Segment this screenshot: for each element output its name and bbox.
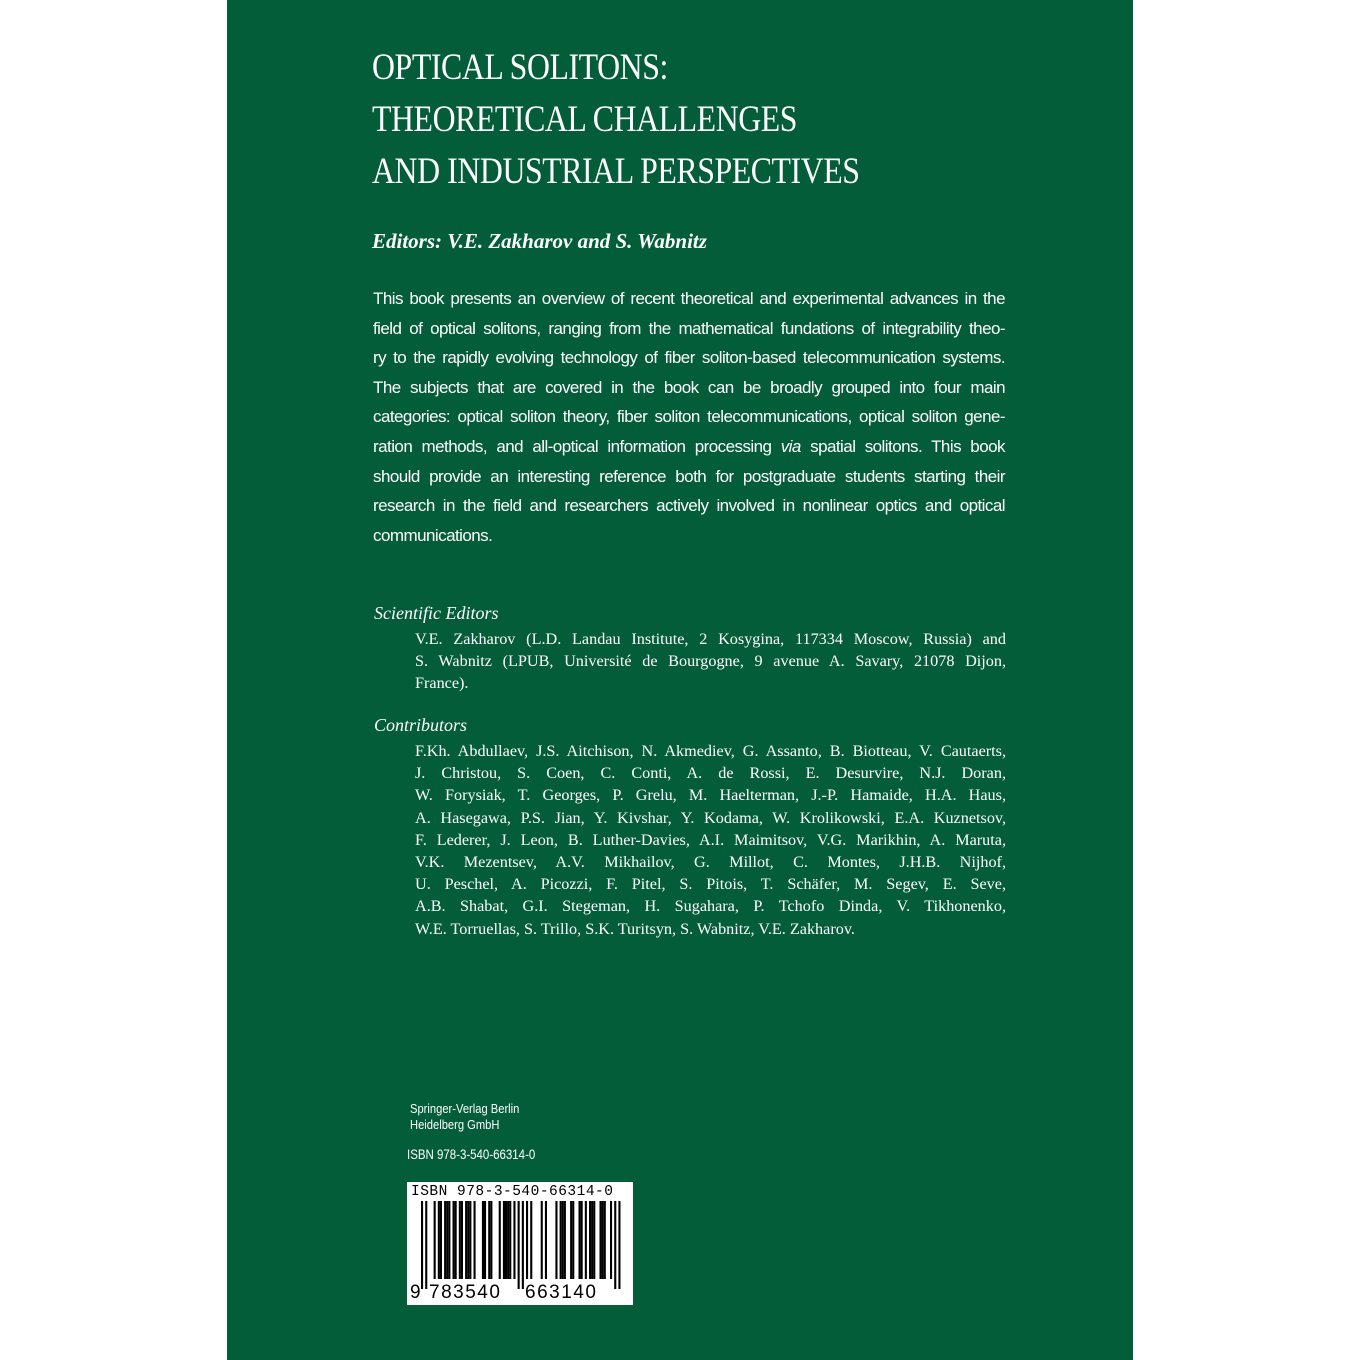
barcode-bar [530,1201,532,1279]
description-text: ration methods, and all-optical information processing [373,436,772,456]
barcode-bar [507,1201,509,1279]
contributors-line: J. Christou, S. Coen, C. Conti, A. de Rossi, E. Desurvire, N.J. Doran, [415,764,1006,783]
barcode-bar [455,1201,457,1279]
barcode-bar [509,1201,511,1279]
barcode-bar [421,1201,423,1289]
barcode-bar [581,1201,583,1279]
description-line: This book presents an overview of recent theoretical and experimental advances in the [373,289,1005,308]
barcode-bar [545,1201,547,1279]
publisher-line-2: Heidelberg GmbH [410,1117,500,1132]
barcode-bar [602,1201,604,1279]
barcode-bar [446,1201,448,1279]
book-description [373,284,1005,550]
description-line: research in the field and researchers actively involved in nonlinear optics and optical [373,496,1005,516]
barcode-bar [593,1201,595,1279]
barcode-isbn-text: ISBN 978-3-540-66314-0 [411,1184,614,1200]
barcode-label [407,1182,633,1305]
barcode-bar [610,1201,612,1279]
scientific-editors-line: S. Wabnitz (LPUB, Université de Bourgogne, 9 avenue A. Savary, 21078 Dijon, [415,652,1006,671]
barcode-bar [526,1201,528,1279]
description-line: The subjects that are covered in the book can be broadly grouped into four main [373,377,1005,397]
barcode-bar [467,1201,469,1279]
barcode-bar [425,1201,427,1289]
description-text: spatial solitons. This book [810,436,1005,456]
publisher-imprint [410,1101,519,1133]
barcode-bar [591,1201,593,1279]
barcode-bar [614,1201,616,1289]
barcode-bar [459,1201,461,1279]
barcode-bar [570,1201,572,1279]
isbn-number: ISBN 978-3-540-66314-0 [407,1146,536,1162]
barcode-bar [444,1201,446,1279]
barcode-bar [453,1201,455,1279]
barcode-icon [421,1201,621,1289]
contributors-line: F. Lederer, J. Leon, B. Luther-Davies, A.I. Maimitsov, V.G. Marikhin, A. Maruta, [415,830,1006,849]
title-line-1: OPTICAL SOLITONS: [372,47,668,88]
barcode-bar [513,1201,515,1279]
contributors-body [415,740,1006,940]
barcode-bar [562,1201,564,1279]
barcode-bar [438,1201,440,1279]
description-italic-word: via [780,436,801,456]
publisher-line-1: Springer-Verlag Berlin [410,1101,520,1116]
barcode-bar [564,1201,566,1279]
contributors-line: F.Kh. Abdullaev, J.S. Aitchison, N. Akmediev, G. Assanto, B. Biotteau, V. Cautaerts, [415,742,1006,760]
book-title [372,42,974,198]
barcode-bar [572,1201,574,1279]
contributors-line: W.E. Torruellas, S. Trillo, S.K. Turitsyn, S. Wabnitz, V.E. Zakharov. [415,919,855,938]
scientific-editors-heading: Scientific Editors [374,603,499,623]
barcode-bar [579,1201,581,1279]
contributors-heading: Contributors [374,715,468,735]
barcode-bar [440,1201,442,1279]
barcode-bar [448,1201,450,1279]
barcode-bar [461,1201,463,1279]
barcode-digits-left: 783540 [429,1282,502,1303]
barcode-bar [482,1201,484,1279]
contributors-line: U. Peschel, A. Picozzi, F. Pitel, S. Pitois, T. Schäfer, M. Segev, E. Seve, [415,875,1006,894]
scientific-editors-line: V.E. Zakharov (L.D. Landau Institute, 2 Kosygina, 117334 Moscow, Russia) and [415,630,1006,648]
description-line: should provide an interesting reference both for postgraduate students starting their [373,466,1005,486]
barcode-bar [499,1201,501,1279]
barcode-bar [600,1201,602,1279]
barcode-bar [469,1201,471,1279]
contributors-line: A.B. Shabat, G.I. Stegeman, H. Sugahara, P. Tchofo Dinda, V. Tikhonenko, [415,897,1006,916]
contributors-line: A. Hasegawa, P.S. Jian, Y. Kivshar, Y. Kodama, W. Krolikowski, E.A. Kuznetsov, [415,808,1006,827]
barcode-bar [585,1201,587,1279]
barcode-bar [541,1201,543,1279]
title-line-3: AND INDUSTRIAL PERSPECTIVES [372,151,860,192]
barcode-bar [465,1201,467,1279]
barcode-bar [589,1201,591,1279]
description-line: field of optical solitons, ranging from the mathematical fundations of integrability theo- [373,318,1005,338]
barcode-bar [522,1201,524,1289]
barcode-bar [518,1201,520,1289]
editors-line: Editors: V.E. Zakharov and S. Wabnitz [372,229,707,253]
barcode-bar [555,1201,557,1279]
description-line: communications. [373,525,493,545]
barcode-bar [484,1201,486,1279]
contributors-line: V.K. Mezentsev, A.V. Mikhailov, G. Millot, C. Montes, J.H.B. Nijhof, [415,853,1006,872]
barcode-bar [474,1201,476,1279]
barcode-bar [488,1201,490,1279]
barcode-digit-lead: 9 [410,1282,421,1303]
barcode-bar [618,1201,620,1289]
barcode-bar [503,1201,505,1279]
description-line: ry to the rapidly evolving technology of fiber soliton-based telecommunication systems. [373,348,1005,368]
barcode-bar [505,1201,507,1279]
barcode-digits-right: 663140 [525,1282,598,1303]
scientific-editors-line: France). [415,674,469,693]
barcode-bar [560,1201,562,1279]
scientific-editors-body [415,628,1006,695]
description-line: categories: optical soliton theory, fiber soliton telecommunications, optical soliton gene- [373,407,1005,427]
barcode-bar [434,1201,436,1279]
barcode-bar [490,1201,492,1279]
book-back-cover [227,0,1133,1360]
contributors-line: W. Forysiak, T. Georges, P. Grelu, M. Haelterman, J.-P. Hamaide, H.A. Haus, [415,786,1006,805]
title-line-2: THEORETICAL CHALLENGES [372,99,798,140]
barcode-bar [604,1201,606,1279]
description-line-mixed [373,432,1005,462]
